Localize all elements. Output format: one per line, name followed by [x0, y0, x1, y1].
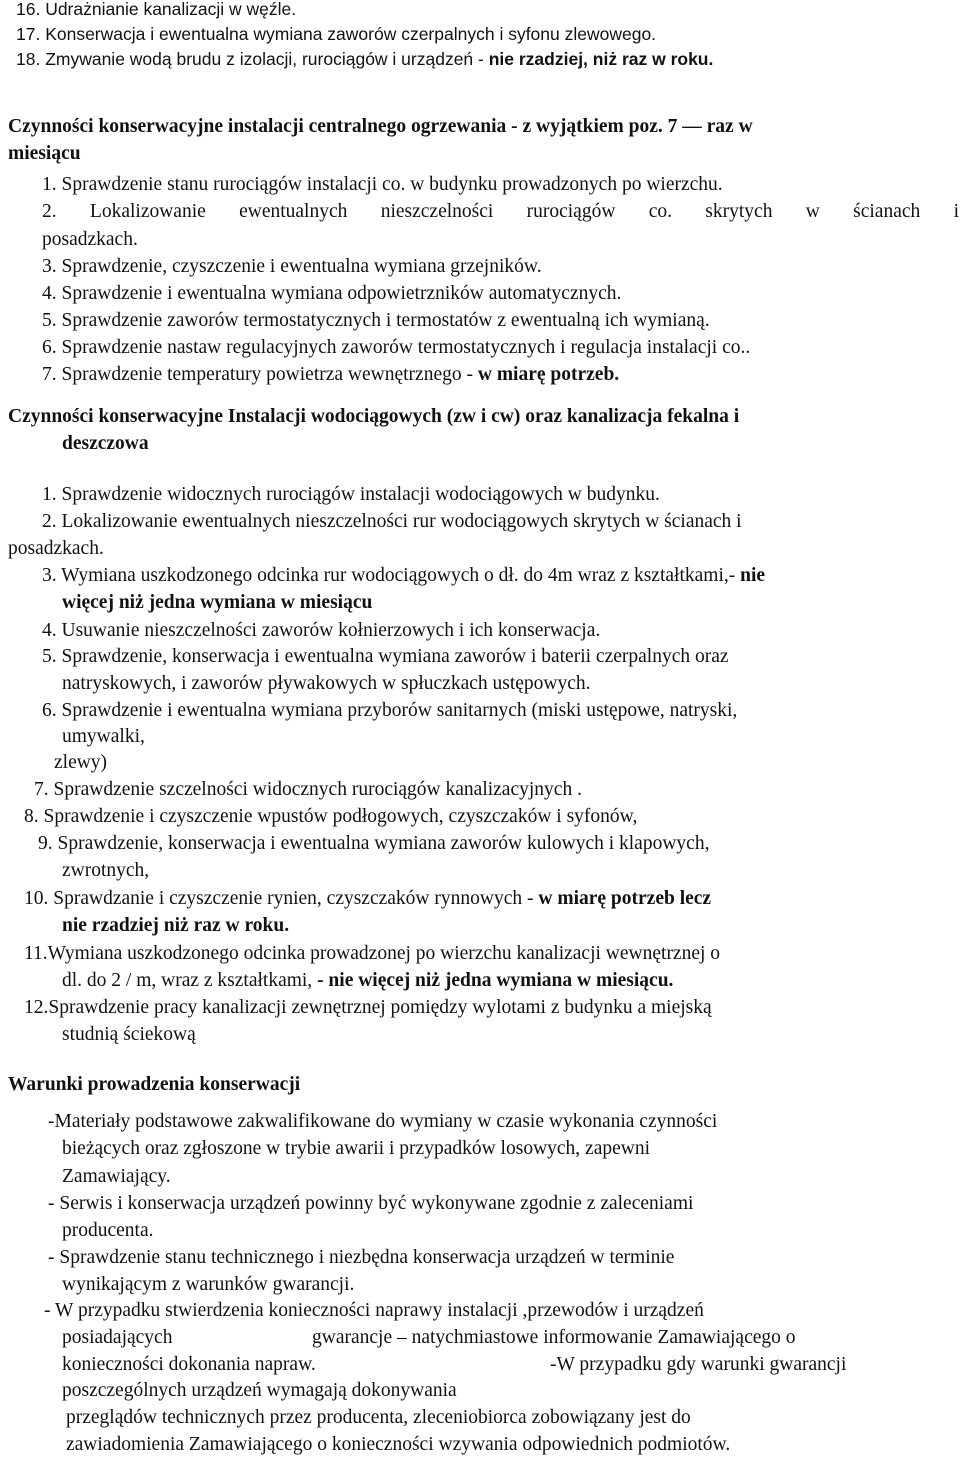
- list-item-cont: więcej niż jedna wymiana w miesiącu: [62, 592, 373, 613]
- list-item: 1. Sprawdzenie stanu rurociągów instalacji co. w budynku prowadzonych po wierzchu.: [42, 174, 723, 195]
- list-item-cont: zwrotnych,: [62, 860, 150, 881]
- list-item-cont: umywalki,: [62, 726, 145, 747]
- paragraph-line: wynikającym z warunków gwarancji.: [62, 1274, 355, 1295]
- paragraph-line: producenta.: [62, 1220, 154, 1241]
- list-item: 10. Sprawdzanie i czyszczenie rynien, czyszczaków rynnowych - w miarę potrzeb lecz: [24, 888, 712, 909]
- paragraph-line: przeglądów technicznych przez producenta, zleceniobiorca zobowiązany jest do: [66, 1407, 691, 1428]
- list-item-cont: studnią ściekową: [62, 1024, 196, 1045]
- paragraph-line: - Serwis i konserwacja urządzeń powinny być wykonywane zgodnie z zaleceniami: [48, 1193, 694, 1214]
- list-item: 9. Sprawdzenie, konserwacja i ewentualna wymiana zaworów kulowych i klapowych,: [38, 833, 710, 854]
- list-item-cont: natryskowych, i zaworów pływakowych w spłuczkach ustępowych.: [62, 673, 591, 694]
- paragraph-line: bieżących oraz zgłoszone w trybie awarii i przypadków losowych, zapewni: [62, 1138, 651, 1159]
- paragraph-line: konieczności dokonania napraw.: [62, 1354, 316, 1375]
- list-item: 4. Usuwanie nieszczelności zaworów kołnierzowych i ich konserwacja.: [42, 620, 601, 641]
- list-item: 6. Sprawdzenie i ewentualna wymiana przyborów sanitarnych (miski ustępowe, natryski,: [42, 700, 738, 721]
- list-item: 8. Sprawdzenie i czyszczenie wpustów podłogowych, czyszczaków i syfonów,: [24, 806, 638, 827]
- section-heading-co-cont: miesiącu: [8, 143, 81, 164]
- list-item: 2. Lokalizowanie ewentualnych nieszczelności rur wodociągowych skrytych w ścianach i: [42, 511, 742, 532]
- list-item: 5. Sprawdzenie zaworów termostatycznych i termostatów z ewentualną ich wymianą.: [42, 310, 710, 331]
- paragraph-line: - W przypadku stwierdzenia konieczności naprawy instalacji ,przewodów i urządzeń: [44, 1300, 704, 1321]
- list-item: 7. Sprawdzenie temperatury powietrza wewnętrznego - w miarę potrzeb.: [42, 364, 620, 385]
- section-heading-water-cont: deszczowa: [62, 433, 149, 454]
- list-item: 3. Wymiana uszkodzonego odcinka rur wodociągowych o dł. do 4m wraz z kształtkami,- nie: [42, 565, 766, 586]
- paragraph-line: -W przypadku gdy warunki gwarancji: [550, 1354, 847, 1375]
- list-item: 3. Sprawdzenie, czyszczenie i ewentualna wymiana grzejników.: [42, 256, 542, 277]
- list-item: 2. Lokalizowanie ewentualnych nieszczelności rurociągów co. skrytych w ścianach i: [42, 201, 959, 222]
- list-item-cont: zlewy): [54, 752, 108, 773]
- paragraph-line: poszczególnych urządzeń wymagają dokonywania: [62, 1380, 457, 1401]
- paragraph-line: Zamawiający.: [62, 1166, 171, 1187]
- section-heading-co: Czynności konserwacyjne instalacji centralnego ogrzewania - z wyjątkiem poz. 7 — raz w: [8, 116, 753, 137]
- list-item: 17. Konserwacja i ewentualna wymiana zaworów czerpalnych i syfonu zlewowego.: [16, 24, 657, 44]
- paragraph-line: -Materiały podstawowe zakwalifikowane do wymiany w czasie wykonania czynności: [48, 1111, 718, 1132]
- paragraph-line: gwarancje – natychmiastowe informowanie Zamawiającego o: [312, 1327, 796, 1348]
- list-item: 12.Sprawdzenie pracy kanalizacji zewnętrznej pomiędzy wylotami z budynku a miejską: [24, 997, 712, 1018]
- list-item: 16. Udrażnianie kanalizacji w węźle.: [16, 0, 297, 19]
- list-item: 4. Sprawdzenie i ewentualna wymiana odpowietrzników automatycznych.: [42, 283, 622, 304]
- list-item: 18. Zmywanie wodą brudu z izolacji, rurociągów i urządzeń - nie rzadziej, niż raz w roku.: [16, 49, 714, 69]
- list-item-cont: posadzkach.: [42, 229, 138, 250]
- list-item-cont: dl. do 2 / m, wraz z kształtkami, - nie więcej niż jedna wymiana w miesiącu.: [62, 970, 674, 991]
- section-heading-water: Czynności konserwacyjne Instalacji wodociągowych (zw i cw) oraz kanalizacja fekalna i: [8, 406, 740, 427]
- paragraph-line: zawiadomienia Zamawiającego o konieczności wzywania odpowiednich podmiotów.: [66, 1434, 731, 1455]
- list-item: 5. Sprawdzenie, konserwacja i ewentualna wymiana zaworów i baterii czerpalnych oraz: [42, 646, 729, 667]
- list-item: 7. Sprawdzenie szczelności widocznych rurociągów kanalizacyjnych .: [34, 779, 582, 800]
- list-item: 11.Wymiana uszkodzonego odcinka prowadzonej po wierzchu kanalizacji wewnętrznej o: [24, 943, 721, 964]
- list-item: 1. Sprawdzenie widocznych rurociągów instalacji wodociągowych w budynku.: [42, 484, 660, 505]
- list-item-cont: nie rzadziej niż raz w roku.: [62, 915, 290, 936]
- paragraph-line: - Sprawdzenie stanu technicznego i niezbędna konserwacja urządzeń w terminie: [48, 1247, 675, 1268]
- list-item: 6. Sprawdzenie nastaw regulacyjnych zaworów termostatycznych i regulacja instalacji co..: [42, 337, 751, 358]
- section-heading-conditions: Warunki prowadzenia konserwacji: [8, 1074, 301, 1095]
- paragraph-line: posiadających: [62, 1327, 173, 1348]
- list-item-cont: posadzkach.: [8, 538, 104, 559]
